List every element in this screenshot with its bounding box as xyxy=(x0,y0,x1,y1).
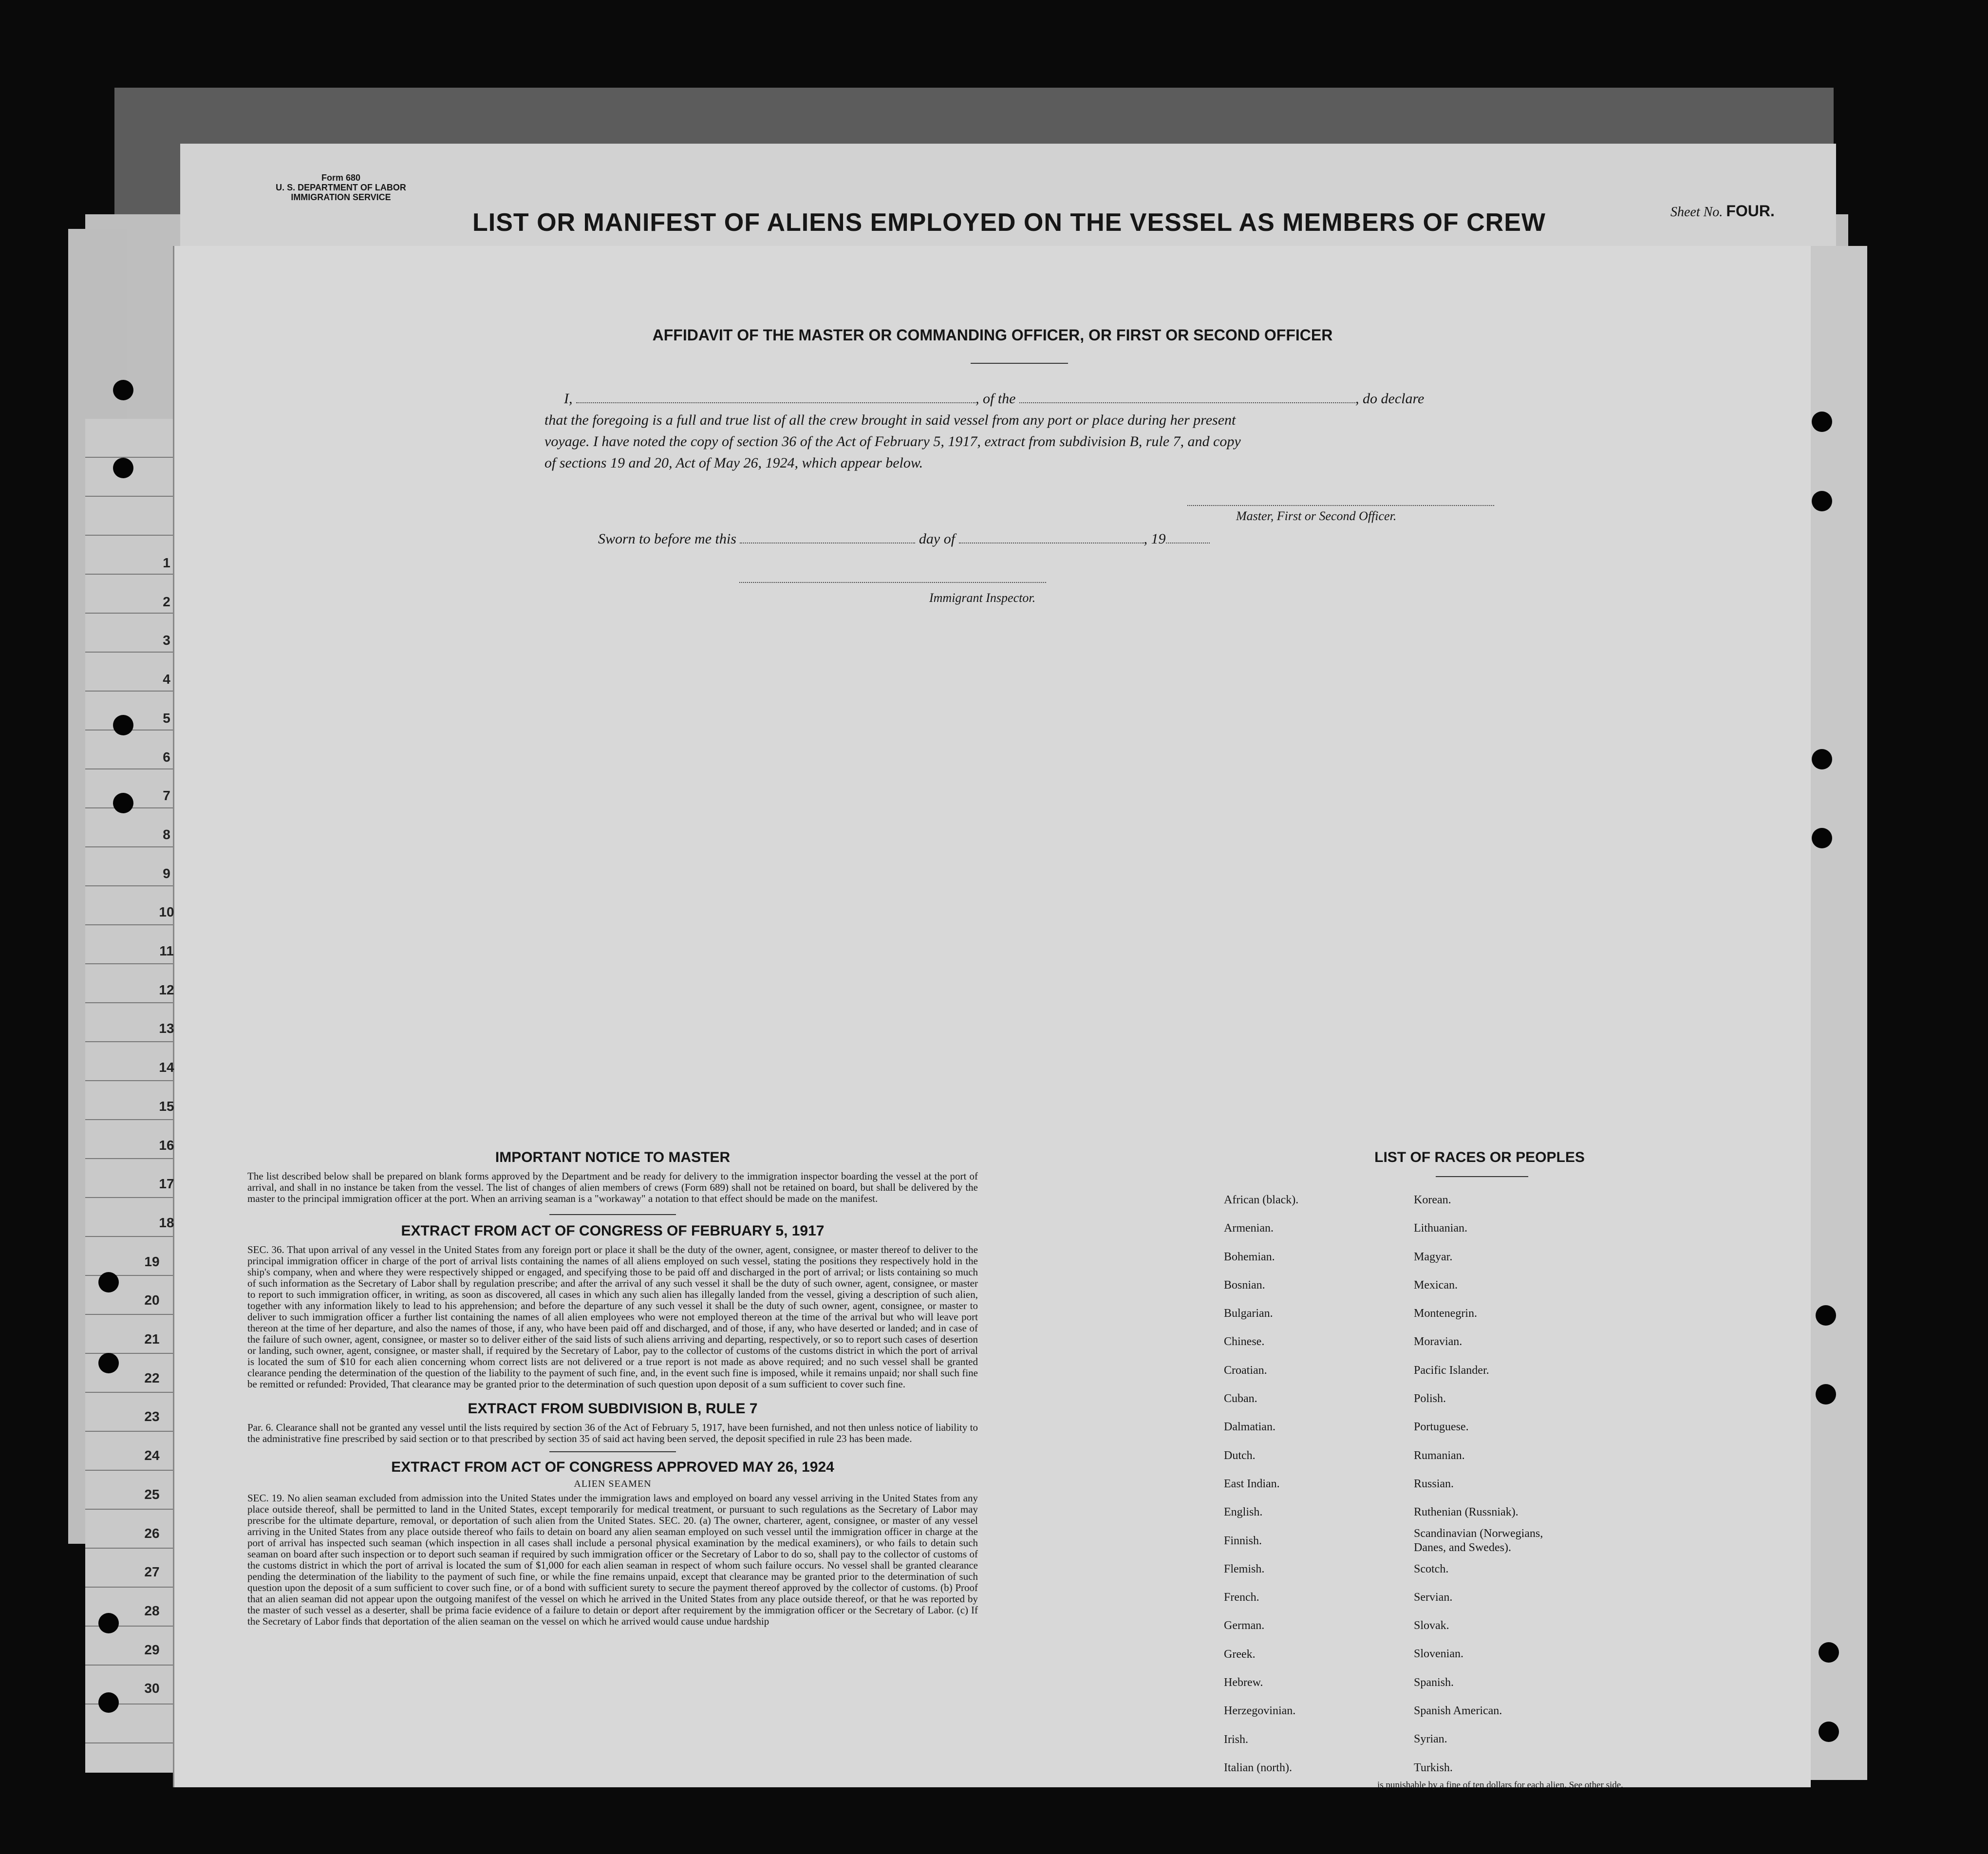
race-item: Herzegovinian. xyxy=(1224,1704,1296,1718)
row-number: 29 xyxy=(144,1642,160,1657)
race-item: Dalmatian. xyxy=(1224,1421,1275,1434)
race-item: French. xyxy=(1224,1591,1259,1604)
race-item: Korean. xyxy=(1414,1194,1451,1206)
punch-hole xyxy=(1812,412,1832,432)
sheet-number xyxy=(1670,202,1775,220)
affidavit-heading: AFFIDAVIT OF THE MASTER OR COMMANDING OFFICER, OR FIRST OR SECOND OFFICER xyxy=(652,326,1333,344)
affidavit-line-3: voyage. I have noted the copy of section 36 of the Act of February 5, 1917, extract from subdivision B, rule 7, and copy xyxy=(544,433,1241,449)
department-name: U. S. DEPARTMENT OF LABOR xyxy=(276,183,406,192)
row-number: 18 xyxy=(159,1215,174,1230)
affidavit-sheet xyxy=(173,246,1811,1790)
legal-column xyxy=(247,1149,978,1627)
form-number: Form 680 xyxy=(321,173,361,183)
affidavit-line-2: that the foregoing is a full and true list of all the crew brought in said vessel from any port or place during her present xyxy=(544,412,1236,428)
race-item: Moravian. xyxy=(1414,1335,1463,1348)
punch-hole xyxy=(113,458,133,478)
punch-hole xyxy=(113,380,133,400)
race-item: Scotch. xyxy=(1414,1562,1449,1575)
races-column-2 xyxy=(1414,1186,1575,1782)
race-item: Spanish American. xyxy=(1414,1704,1502,1718)
punch-hole xyxy=(1812,491,1832,511)
form-number-header xyxy=(258,173,424,202)
race-item: English. xyxy=(1224,1506,1263,1519)
divider-1 xyxy=(549,1214,676,1215)
race-item: Russian. xyxy=(1414,1477,1454,1490)
race-item: Turkish. xyxy=(1414,1761,1453,1774)
race-item: Cuban. xyxy=(1224,1392,1257,1405)
signature-caption: Master, First or Second Officer. xyxy=(1236,509,1397,523)
row-number: 27 xyxy=(144,1564,160,1580)
race-item: Slovak. xyxy=(1414,1619,1449,1632)
punch-hole xyxy=(1812,828,1832,848)
race-item: Scandinavian (Norwegians, Danes, and Swedes). xyxy=(1414,1527,1543,1554)
punch-hole xyxy=(1812,749,1832,769)
race-item: Irish. xyxy=(1224,1733,1248,1746)
race-item: Magyar. xyxy=(1414,1250,1453,1263)
race-item: Polish. xyxy=(1414,1392,1446,1405)
race-item: Montenegrin. xyxy=(1414,1307,1477,1320)
affidavit-line-1 xyxy=(544,388,1674,410)
manifest-title: LIST OR MANIFEST OF ALIENS EMPLOYED ON THE VESSEL AS MEMBERS OF CREW xyxy=(472,208,1546,237)
punch-hole xyxy=(98,1692,119,1713)
extract-1924-heading: EXTRACT FROM ACT OF CONGRESS APPROVED MAY 26, 1924 xyxy=(391,1459,834,1475)
row-number: 15 xyxy=(159,1098,174,1114)
affidavit-line-4: of sections 19 and 20, Act of May 26, 1924, which appear below. xyxy=(544,455,923,471)
inspector-line xyxy=(739,582,1046,583)
punch-hole xyxy=(98,1613,119,1633)
sworn-day-of: day of xyxy=(919,531,956,547)
sworn-year: , 19 xyxy=(1144,531,1166,547)
affidavit-of-the: , of the xyxy=(975,391,1016,407)
race-item: Hebrew. xyxy=(1224,1676,1263,1689)
row-number: 28 xyxy=(144,1603,160,1618)
race-item: Ruthenian (Russniak). xyxy=(1414,1506,1519,1519)
row-number: 10 xyxy=(159,904,174,920)
affidavit-declare: , do declare xyxy=(1355,391,1425,407)
punch-hole xyxy=(98,1353,119,1373)
row-number: 11 xyxy=(159,943,174,958)
races-column-1 xyxy=(1224,1186,1298,1782)
alien-seamen-subheading: ALIEN SEAMEN xyxy=(574,1479,652,1489)
row-number: 12 xyxy=(159,982,174,997)
race-item: Rumanian. xyxy=(1414,1449,1465,1462)
row-number: 2 xyxy=(163,594,170,609)
row-number: 22 xyxy=(144,1370,160,1386)
race-item: Finnish. xyxy=(1224,1534,1262,1547)
race-item: Flemish. xyxy=(1224,1562,1265,1575)
inspector-caption: Immigrant Inspector. xyxy=(929,591,1036,605)
row-number: 20 xyxy=(144,1292,160,1308)
affidavit-i: I, xyxy=(564,391,573,407)
race-item: Armenian. xyxy=(1224,1222,1274,1235)
extract-1924-text: SEC. 19. No alien seaman excluded from admission into the United States under the immigration laws and employed on board any vessel arriving in the United States from any place outside thereof, shall be permitted to land in the United States, except temporarily for medical treatment, or pursuant to such regulations as the Secretary of Labor may prescribe for the ultimate departure, removal, or deportation of such alien from the United States. SEC. 20. (a) The owner, charterer, agent, consignee, or master of any vessel arriving in the United States from any place outside thereof who fails to detain on board any alien seaman employed on such vessel until the immigration officer in charge at the port of arrival has inspected such seaman (which inspection in all cases shall include a personal physical examination by the medical examiners), or who fails to detain such seaman on board after such inspection or to deport such seaman if required by such immigration officer or the Secretary of Labor to do so, shall pay to the collector of customs of the customs district in which the port of arrival is located the sum of $1,000 for each alien seaman in respect of whom such failure occurs. No vessel shall be granted clearance pending the determination of the liability to the payment of such fine, or while the fine remains unpaid, except that clearance may be granted prior to the determination of such question upon the deposit of a sum sufficient to cover such fine, or of a bond with sufficient surety to secure the payment thereof approved by the collector of customs. (b) Proof that an alien seaman did not appear upon the outgoing manifest of the vessel on which he arrived in the United States from any place outside thereof, or that he was reported by the master of such vessel as a deserter, shall be prima facie evidence of a failure to detain or deport after requirement by the immigration officer or the Secretary of Labor. (c) If the Secretary of Labor finds that deportation of the alien seaman on the vessel on which he arrived would cause undue hardship xyxy=(247,1493,978,1627)
sheet-number-label: Sheet No. xyxy=(1670,205,1723,220)
race-item: Spanish. xyxy=(1414,1676,1454,1689)
race-item: East Indian. xyxy=(1224,1477,1280,1490)
row-number: 23 xyxy=(144,1409,160,1424)
row-number: 26 xyxy=(144,1525,160,1541)
race-item: Slovenian. xyxy=(1414,1648,1463,1661)
extract-1917-heading: EXTRACT FROM ACT OF CONGRESS OF FEBRUARY 5, 1917 xyxy=(401,1223,825,1239)
footer-note: is punishable by a fine of ten dollars for each alien. See other side. xyxy=(1377,1780,1623,1790)
row-number: 4 xyxy=(163,672,170,687)
row-number: 13 xyxy=(159,1021,174,1036)
rule7-heading: EXTRACT FROM SUBDIVISION B, RULE 7 xyxy=(468,1401,758,1417)
affidavit-body xyxy=(544,388,1674,474)
row-number: 21 xyxy=(144,1331,160,1347)
row-number: 8 xyxy=(163,826,170,842)
row-number: 30 xyxy=(144,1681,160,1696)
service-name: IMMIGRATION SERVICE xyxy=(291,192,391,202)
race-item: Croatian. xyxy=(1224,1364,1267,1377)
row-number: 3 xyxy=(163,633,170,648)
punch-hole xyxy=(1819,1642,1839,1663)
punch-hole xyxy=(1816,1384,1836,1405)
race-item: Italian (north). xyxy=(1224,1761,1292,1774)
rule7-text: Par. 6. Clearance shall not be granted any vessel until the lists required by section 36 of the Act of February 5, 1917, have been furnished, and not then unless notice of liability to the administrative fine prescribed by said section or to that prescribed by section 35 of said act having been served, the deposit specified in rule 23 has been made. xyxy=(247,1422,978,1444)
extract-1917-text: SEC. 36. That upon arrival of any vessel in the United States from any foreign port or place it shall be the duty of the owner, agent, consignee, or master thereof to deliver to the principal immigration officer in charge of the port of arrival lists containing the names of all aliens employed on such vessel, stating the positions they respectively hold in the ship's company, when and where they were respectively shipped or engaged, and specifying those to be paid off and discharged in the port of arrival; or lists containing so much of such information as the Secretary of Labor shall by regulation prescribe; and after the arrival of any such vessel it shall be the duty of such owner, agent, consignee, or master to report to such immigration officer, in writing, as soon as discovered, all cases in which any such alien has illegally landed from the vessel, giving a description of such alien, together with any information likely to lead to his apprehension; and before the departure of any such vessel it shall be the duty of such owner, agent, consignee, or master to deliver to such immigration officer a further list containing the names of all alien employees who were not employed thereon at the time of the arrival but who will leave port thereon at the time of her departure, and also the names of those, if any, who have been paid off and discharged, and of those, if any, who have deserted or landed; and in case of the failure of such owner, agent, consignee, or master so to deliver either of the said lists of such aliens arriving and departing, respectively, or so to report such cases of desertion or landing, such owner, agent, consignee, or master shall, if required by the Secretary of Labor, pay to the collector of customs of the customs district in which the port of arrival is located the sum of $10 for each alien concerning whom correct lists are not delivered or a true report is not made as above required; and no such vessel shall be granted clearance pending the determination of the question of the liability to the payment of such fine, and, in the event such fine is imposed, while it remains unpaid; nor shall such fine be remitted or refunded: Provided, That clearance may be granted prior to the determination of such question upon deposit of a sum sufficient to cover such fine. xyxy=(247,1244,978,1390)
notice-heading: IMPORTANT NOTICE TO MASTER xyxy=(495,1149,731,1165)
punch-hole xyxy=(1819,1722,1839,1742)
races-heading: LIST OF RACES OR PEOPLES xyxy=(1374,1149,1585,1165)
name-blank xyxy=(576,402,975,403)
race-item: Bohemian. xyxy=(1224,1250,1275,1263)
row-number: 6 xyxy=(163,749,170,765)
signature-line xyxy=(1187,505,1494,506)
sworn-label: Sworn to before me this xyxy=(598,531,736,547)
divider-2 xyxy=(549,1451,676,1452)
row-number: 5 xyxy=(163,710,170,726)
race-item: Dutch. xyxy=(1224,1449,1256,1462)
row-number: 17 xyxy=(159,1176,174,1192)
race-item: Greek. xyxy=(1224,1648,1256,1661)
row-number: 9 xyxy=(163,865,170,881)
row-number: 14 xyxy=(159,1060,174,1075)
race-item: Chinese. xyxy=(1224,1335,1265,1348)
punch-hole xyxy=(98,1272,119,1292)
race-item: Bulgarian. xyxy=(1224,1307,1273,1320)
row-number: 7 xyxy=(163,788,170,804)
punch-hole xyxy=(1816,1305,1836,1326)
notice-text: The list described below shall be prepared on blank forms approved by the Department and be ready for delivery to the immigration inspector boarding the vessel at the port of arrival, and shall in no instance be taken from the vessel. The list of changes of alien members of crews (Form 689) shall not be retained on board, but shall be delivered by the master to the principal immigration officer at the port. When an arriving seaman is a "workaway" a notation to that effect should be made on the manifest. xyxy=(247,1170,978,1204)
punch-hole xyxy=(113,715,133,735)
vessel-blank xyxy=(1019,402,1355,403)
race-item: Servian. xyxy=(1414,1591,1453,1604)
row-number-strip xyxy=(85,419,183,1773)
race-item: Pacific Islander. xyxy=(1414,1364,1489,1377)
race-item: Mexican. xyxy=(1414,1278,1458,1292)
row-number: 25 xyxy=(144,1486,160,1502)
race-item: African (black). xyxy=(1224,1194,1299,1206)
race-item: German. xyxy=(1224,1619,1265,1632)
race-item: Lithuanian. xyxy=(1414,1222,1467,1235)
sheet-number-value: FOUR. xyxy=(1726,202,1775,220)
races-divider xyxy=(1436,1176,1528,1177)
race-item: Portuguese. xyxy=(1414,1421,1469,1434)
sworn-line xyxy=(598,531,1210,547)
race-item: Bosnian. xyxy=(1224,1278,1265,1292)
row-number: 19 xyxy=(144,1254,160,1269)
row-number: 1 xyxy=(163,555,170,570)
row-number: 16 xyxy=(159,1137,174,1153)
race-item: Syrian. xyxy=(1414,1733,1447,1746)
row-number: 24 xyxy=(144,1448,160,1463)
punch-hole xyxy=(113,793,133,813)
heading-divider xyxy=(971,363,1068,364)
